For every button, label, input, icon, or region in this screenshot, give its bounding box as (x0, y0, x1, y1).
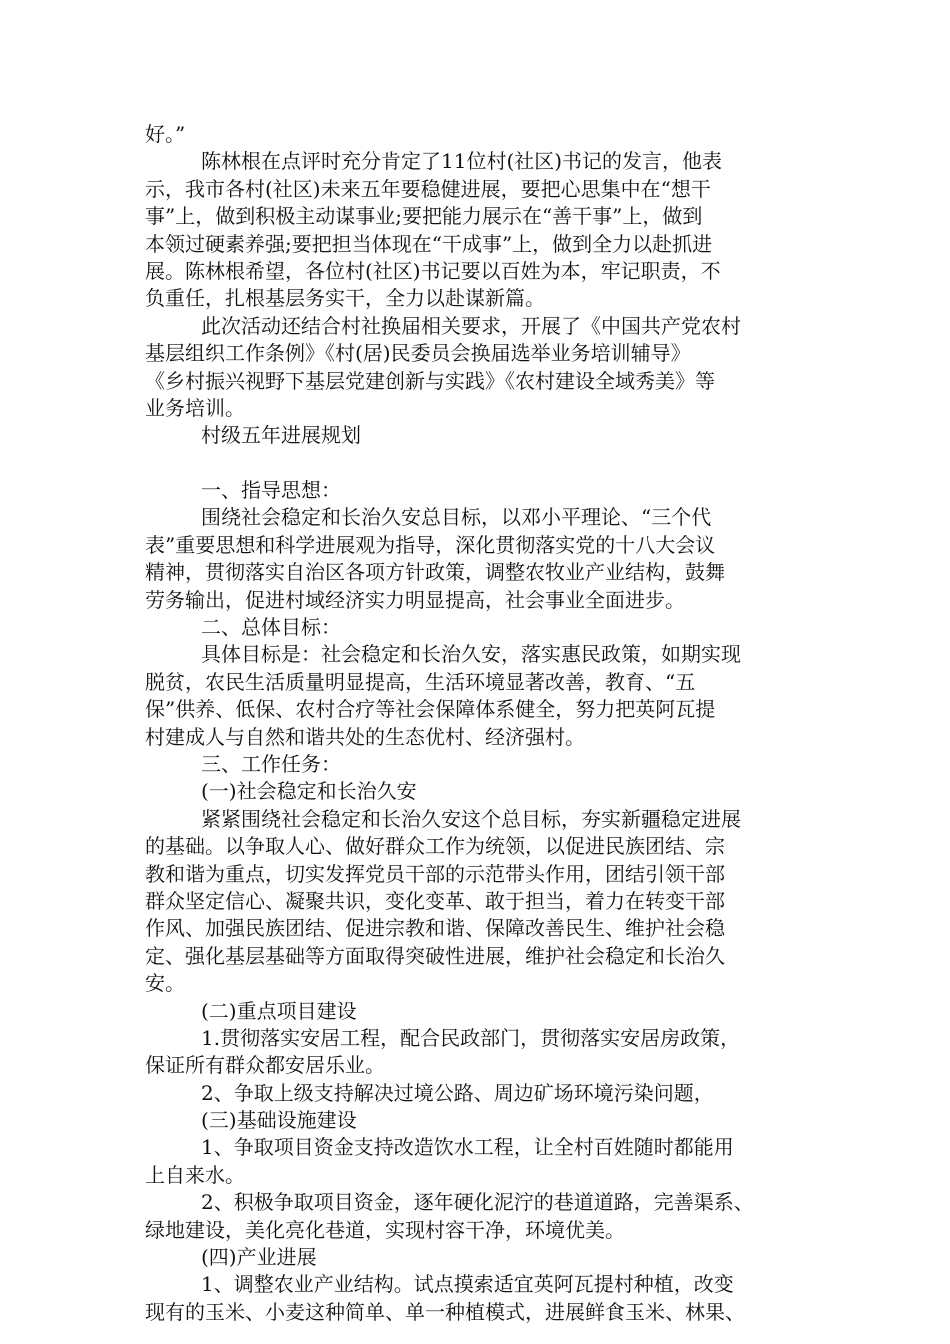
paragraph-line: 好。” (145, 122, 186, 146)
paragraph-line: 围绕社会稳定和长治久安总目标，以邓小平理论、“三个代 (201, 505, 712, 530)
paragraph-line: 陈林根在点评时充分肯定了11位村(社区)书记的发言，他表 (201, 149, 723, 174)
list-item-line: 上自来水。 (145, 1162, 245, 1187)
paragraph-line: 保”供养、低保、农村合疗等社会保障体系健全，努力把英阿瓦提 (145, 697, 716, 722)
list-item-line: 1、争取项目资金支持改造饮水工程，让全村百姓随时都能用 (201, 1135, 734, 1160)
paragraph-line: 业务培训。 (145, 395, 245, 420)
paragraph-line: 展。陈林根希望，各位村(社区)书记要以百姓为本，牢记职责，不 (145, 258, 721, 283)
paragraph-line: 此次活动还结合村社换届相关要求，开展了《中国共产党农村 (201, 313, 741, 338)
subsection-heading: (四)产业进展 (201, 1245, 317, 1270)
paragraph-line: 紧紧围绕社会稳定和长治久安这个总目标，夯实新疆稳定进展 (201, 806, 741, 831)
paragraph-line: 的基础。以争取人心、做好群众工作为统领，以促进民族团结、宗 (145, 834, 725, 859)
list-item-line: 2、积极争取项目资金，逐年硬化泥泞的巷道道路，完善渠系、 (201, 1190, 754, 1215)
list-item-line: 绿地建设，美化亮化巷道，实现村容干净，环境优美。 (145, 1217, 625, 1242)
blank-line (145, 450, 835, 477)
document-body (145, 121, 835, 1326)
section-heading: 二、总体目标： (201, 615, 341, 640)
paragraph-line: 作风、加强民族团结、促进宗教和谐、保障改善民生、维护社会稳 (145, 916, 725, 941)
subsection-heading: (一)社会稳定和长治久安 (201, 779, 417, 804)
list-item-line: 1.贯彻落实安居工程，配合民政部门，贯彻落实安居房政策， (201, 1025, 741, 1050)
paragraph-line: 具体目标是：社会稳定和长治久安，落实惠民政策，如期实现 (201, 642, 741, 667)
paragraph-line: 精神，贯彻落实自治区各项方针政策，调整农牧业产业结构，鼓舞 (145, 560, 725, 585)
plan-title: 村级五年进展规划 (201, 423, 361, 448)
paragraph-line: 本领过硬素养强;要把担当体现在“干成事”上，做到全力以赴抓进 (145, 231, 713, 256)
paragraph-line: 村建成人与自然和谐共处的生态优村、经济强村。 (145, 724, 585, 749)
list-item-line: 1、调整农业产业结构。试点摸索适宜英阿瓦提村种植，改变 (201, 1272, 734, 1297)
subsection-heading: (二)重点项目建设 (201, 998, 357, 1023)
paragraph-line: 群众坚定信心、凝聚共识，变化变革、敢于担当，着力在转变干部 (145, 888, 725, 913)
paragraph-line: 事”上，做到积极主动谋事业;要把能力展示在“善干事”上，做到 (145, 204, 703, 229)
section-heading: 三、工作任务： (201, 751, 341, 776)
paragraph-line: 安。 (145, 971, 185, 996)
paragraph-line: 劳务输出，促进村域经济实力明显提高，社会事业全面进步。 (145, 587, 685, 612)
paragraph-line: 《乡村振兴视野下基层党建创新与实践》《农村建设全域秀美》等 (145, 368, 715, 393)
paragraph-line: 示，我市各村(社区)未来五年要稳健进展，要把心思集中在“想干 (145, 176, 711, 201)
paragraph-line: 定、强化基层基础等方面取得突破性进展，维护社会稳定和长治久 (145, 943, 725, 968)
list-item-line: 2、争取上级支持解决过境公路、周边矿场环境污染问题， (201, 1080, 714, 1105)
paragraph-line: 教和谐为重点，切实发挥党员干部的示范带头作用，团结引领干部 (145, 861, 725, 886)
subsection-heading: (三)基础设施建设 (201, 1108, 357, 1133)
paragraph-line: 脱贫，农民生活质量明显提高，生活环境显著改善，教育、“五 (145, 669, 696, 694)
paragraph-line: 表”重要思想和科学进展观为指导，深化贯彻落实党的十八大会议 (145, 532, 716, 557)
paragraph-line: 负重任，扎根基层务实干，全力以赴谋新篇。 (145, 286, 545, 311)
paragraph-line: 基层组织工作条例》《村(居)民委员会换届选举业务培训辅导》 (145, 341, 691, 366)
list-item-line: 保证所有群众都安居乐业。 (145, 1053, 385, 1078)
list-item-line: 现有的玉米、小麦这种简单、单一种植模式，进展鲜食玉米、林果、 (145, 1299, 745, 1324)
section-heading: 一、指导思想： (201, 478, 341, 503)
